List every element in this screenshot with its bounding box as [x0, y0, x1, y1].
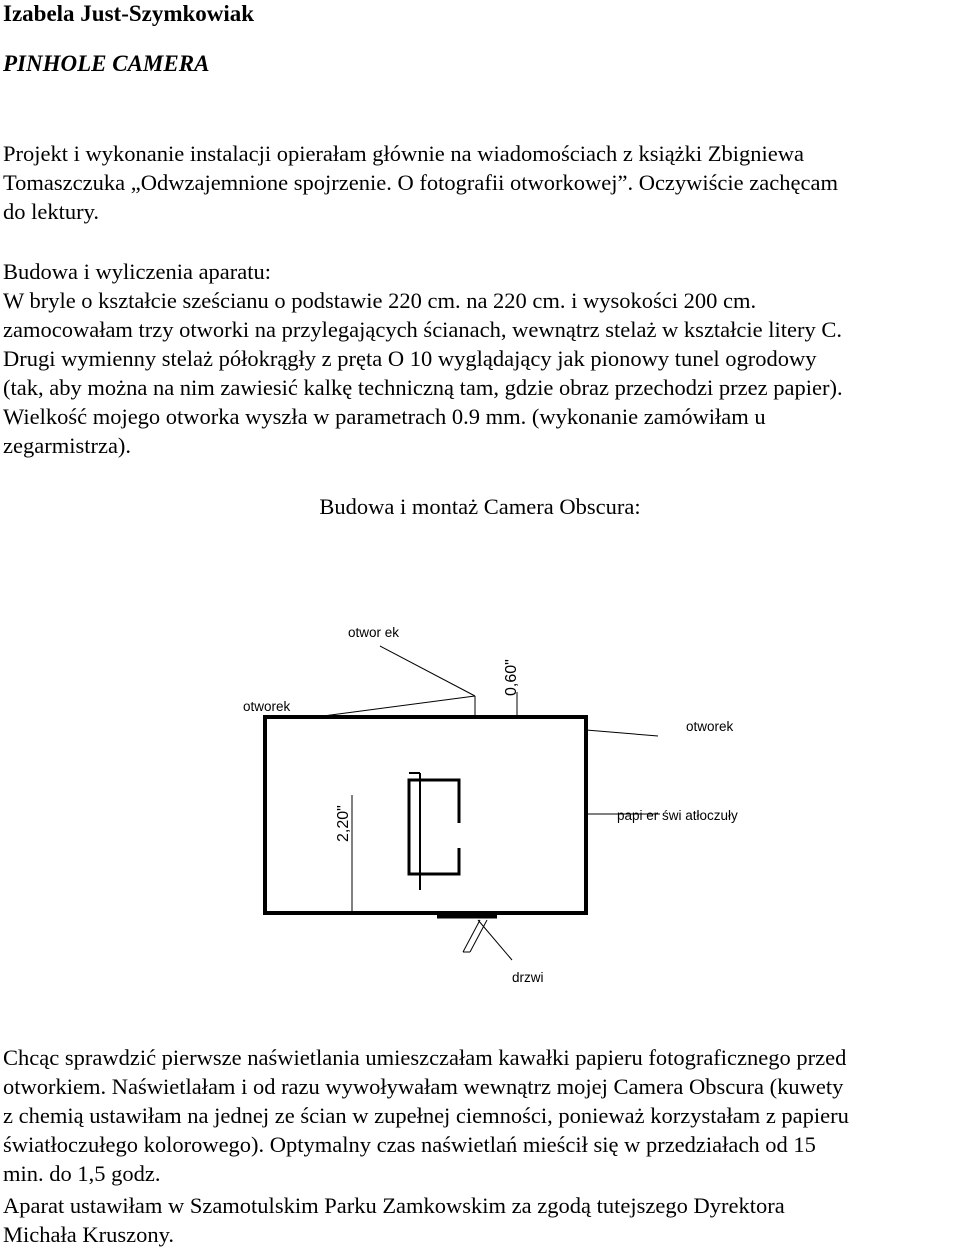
intro-paragraph [3, 139, 838, 226]
text-line: Wielkość mojego otworka wyszła w parametrach 0.9 mm. (wykonanie zamówiłam u [3, 404, 766, 429]
label-hole-right: otworek [686, 719, 734, 734]
text-line: (tak, aby można na nim zawiesić kalkę techniczną tam, gdzie obraz przechodzi przez papier). [3, 375, 843, 400]
label-dimension-top: 0,60" [503, 659, 520, 696]
text-line: W bryle o kształcie sześcianu o podstawie 220 cm. na 220 cm. i wysokości 200 cm. [3, 288, 757, 313]
text-line: z chemią ustawiłam na jednej ze ścian w zupełnej ciemności, ponieważ korzystałam z papieru [3, 1103, 849, 1128]
label-hole-left: otworek [243, 699, 291, 714]
text-line: światłoczułego kolorowego). Optymalny czas naświetlań mieścił się w przedziałach od 15 [3, 1132, 816, 1157]
text-line: Budowa i wyliczenia aparatu: [3, 259, 272, 284]
label-hole-top: otwor ek [348, 625, 400, 640]
text-line: do lektury. [3, 199, 100, 224]
door-pointer-line [478, 920, 512, 960]
camera-obscura-diagram [0, 600, 960, 1000]
pointer-hole-left [308, 696, 475, 718]
text-line: otworkiem. Naświetlałam i od razu wywoływałam wewnątrz mojej Camera Obscura (kuwety [3, 1074, 844, 1099]
diagram-heading: Budowa i montaż Camera Obscura: [319, 494, 641, 519]
camera-wall [265, 717, 586, 913]
label-paper: papi er świ atłoczuły [617, 808, 738, 823]
text-line: Chcąc sprawdzić pierwsze naświetlania umieszczałam kawałki papieru fotograficznego przed [3, 1045, 847, 1070]
pointer-hole-right [586, 730, 658, 736]
author-name: Izabela Just-Szymkowiak [3, 1, 255, 26]
text-line: Projekt i wykonanie instalacji opierałam głównie na wiadomościach z książki Zbigniewa [3, 141, 805, 166]
location-paragraph [3, 1191, 785, 1249]
exposure-paragraph [3, 1043, 849, 1188]
text-line: Drugi wymienny stelaż półokrągły z pręta O 10 wyglądający jak pionowy tunel ogrodowy [3, 346, 817, 371]
label-dimension-left: 2,20" [335, 805, 352, 842]
text-line: Tomaszczuka „Odwzajemnione spojrzenie. O fotografii otworkowej”. Oczywiście zachęcam [3, 170, 838, 195]
text-line: zamocowałam trzy otworki na przylegających ścianach, wewnątrz stelaż w kształcie litery C. [3, 317, 843, 342]
text-line: Aparat ustawiłam w Szamotulskim Parku Zamkowskim za zgodą tutejszego Dyrektora [3, 1193, 785, 1218]
text-line: zegarmistrza). [3, 433, 132, 458]
construction-paragraph [3, 257, 843, 460]
document-title: PINHOLE CAMERA [3, 51, 210, 76]
door-hinge-line [463, 920, 480, 952]
c-frame [409, 780, 459, 874]
text-line: min. do 1,5 godz. [3, 1161, 161, 1186]
text-line: Michała Kruszony. [3, 1222, 174, 1247]
door-hinge-line [470, 920, 487, 952]
pointer-hole-top [380, 646, 475, 696]
label-door: drzwi [512, 970, 544, 985]
